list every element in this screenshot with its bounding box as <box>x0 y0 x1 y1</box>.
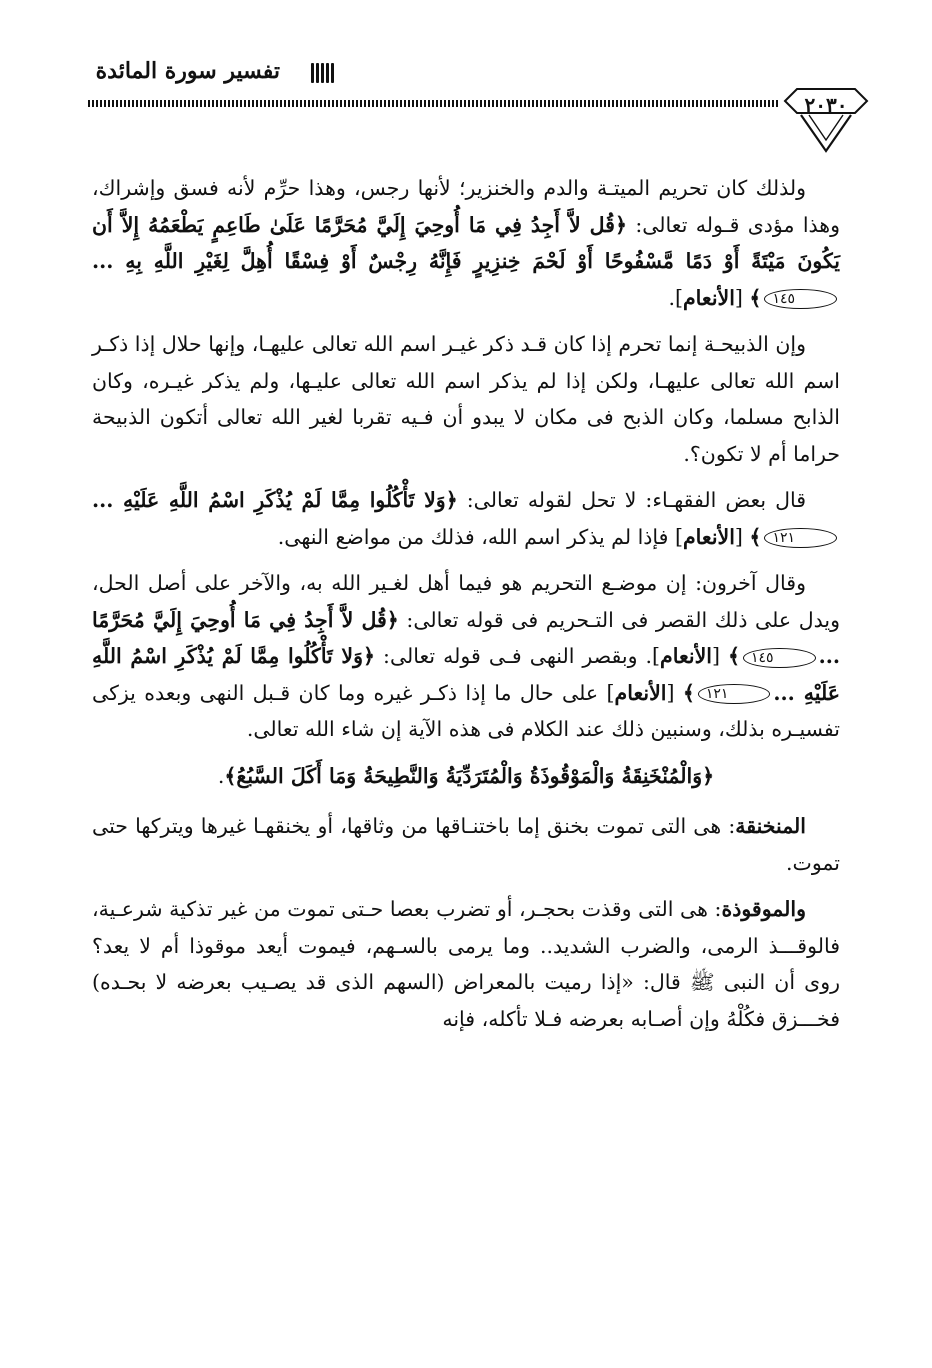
quran-quote: ﴾ <box>728 644 741 668</box>
body-run: ]. وبقصر النهى فـى قوله تعالى: <box>375 644 661 668</box>
body-run: [ <box>711 644 728 668</box>
paragraph <box>92 808 840 881</box>
body-run: ] على حال ما إذا ذكـر غيره وما كان قـبل النهى وبعده يزكى تفسيـره بذلك، وسنبين ذلك عند الكلام فى هذه الآية إن شاء الله تعالى. <box>92 680 840 741</box>
body-run: [ <box>666 680 683 705</box>
ornament-icon <box>310 62 334 84</box>
bold-term: الأنعام <box>682 285 735 310</box>
quran-quote: ﴿وَالْمُنْخَنِقَةُ وَالْمَوْقُوذَةُ وَالْمُتَرَدِّيَةُ وَالنَّطِيحَةُ وَمَا أَكَلَ السَّبُعُ﴾ <box>224 763 715 788</box>
page-number: ٢٠٣٠ <box>804 93 848 117</box>
body-run: وإن الذبيحـة إنما تحرم إذا كان قـد ذكر غيـر اسم الله تعالى عليهـا، وإنها حلال إذا ذكـر اسم الله تعالى عليهـا، ولكن إذا لم يذكر اسم الله تعالى عليـها، ولم يذكر غيـره، وكان الذابح مسلما، وكان الذبح فى مكان لا يبدو أن فـيه تقربا لغير الله تعالى أتكون الذبيحة حراما أم لا تكون؟. <box>92 332 840 466</box>
body-run: : هى التى تموت بخنق إما باختنـاقها من وثاقها، أو يخنقهـا غيرها ويتركها حتى تموت. <box>92 814 840 875</box>
paragraph <box>92 170 840 316</box>
body-run: [ <box>734 524 750 549</box>
paragraph <box>92 482 840 555</box>
paragraph <box>92 758 840 795</box>
quran-quote: ﴿وَلا تَأْكُلُوا مِمَّا لَمْ يُذْكَرِ اسْمُ اللَّهِ عَلَيْهِ ... <box>92 488 458 512</box>
running-title: تفسير سورة المائدة <box>95 58 280 84</box>
bold-term: الأنعام <box>660 644 712 668</box>
quran-quote: ﴾ <box>749 285 762 310</box>
paragraph <box>92 891 840 1037</box>
header-rule <box>88 100 780 107</box>
ayah-number: ١٤٥ <box>764 289 837 309</box>
paragraph <box>92 326 840 472</box>
bold-term: والموقوذة <box>721 897 806 921</box>
quran-quote: ﴿قُل لاَّ أَجِدُ فِي مَا أُوحِيَ إِلَيَّ مُحَرَّمًا ... <box>92 607 840 668</box>
paragraph <box>92 565 840 748</box>
ayah-number: ١٢١ <box>764 528 837 548</box>
quran-quote: ﴾ <box>682 680 695 705</box>
quran-quote: ﴿وَلا تَأْكُلُوا مِمَّا لَمْ يُذْكَرِ اسْمُ اللَّهِ عَلَيْهِ ... <box>92 644 841 705</box>
ayah-number: ١٤٥ <box>743 648 816 668</box>
body-run: . <box>217 763 225 788</box>
body-run: ] فإذا لم يذكر اسم الله، فذلك من مواضع النهى. <box>277 524 683 549</box>
body-run: : هى التى وقذت بحجـر، أو تضرب بعصا حـتى تموت من غير تذكية شرعـية، فالوقـــذ الرمى، والضرب الشديد.. وما يرمى بالسـهم، فيموت أيعد موقوذا أم لا يعد؟ روى أن النبى ﷺ قال: «إذا رميت بالمعراض (السهم الذى قد يصـيب بعرضه لا بحـده) فخـــزق فكُلْهُ وإن أصـابه بعرضه فـلا تأكله، فإنه <box>92 897 840 1031</box>
quran-quote: ﴾ <box>749 524 762 549</box>
ayah-number: ١٢١ <box>698 684 771 704</box>
body-run: ولذلك كان تحريم الميتـة والدم والخنزير؛ لأنها رجس، وهذا حرِّم لأنه فسق وإشراك، وهذا مؤدى قـوله تعالى: <box>92 176 840 237</box>
body-run: قال بعض الفقهـاء: لا تحل لقوله تعالى: <box>457 488 807 512</box>
bold-term: الأنعام <box>614 680 667 705</box>
body-run: [ <box>734 285 750 310</box>
body-run: وقال آخرون: إن موضـع التحريم هو فيما أهل لغـير الله به، والآخر على أصل الحل، ويدل على ذلك القصر فى التـحريم فى قوله تعالى: <box>92 571 840 632</box>
bold-term: الأنعام <box>682 524 735 549</box>
body-run: ]. <box>668 285 683 310</box>
bold-term: المنخنقة <box>735 814 806 838</box>
quran-quote: ﴿قُل لاَّ أَجِدُ فِي مَا أُوحِيَ إِلَيَّ مُحَرَّمًا عَلَىٰ طَاعِمٍ يَطْعَمُهُ إِلاَّ أَن يَكُونَ مَيْتَةً أَوْ دَمًا مَّسْفُوحًا أَوْ لَحْمَ خِنزِيرٍ فَإِنَّهُ رِجْسٌ أَوْ فِسْقًا أُهِلَّ لِغَيْرِ اللَّهِ بِهِ ... <box>92 212 840 273</box>
body-text <box>92 170 840 1047</box>
